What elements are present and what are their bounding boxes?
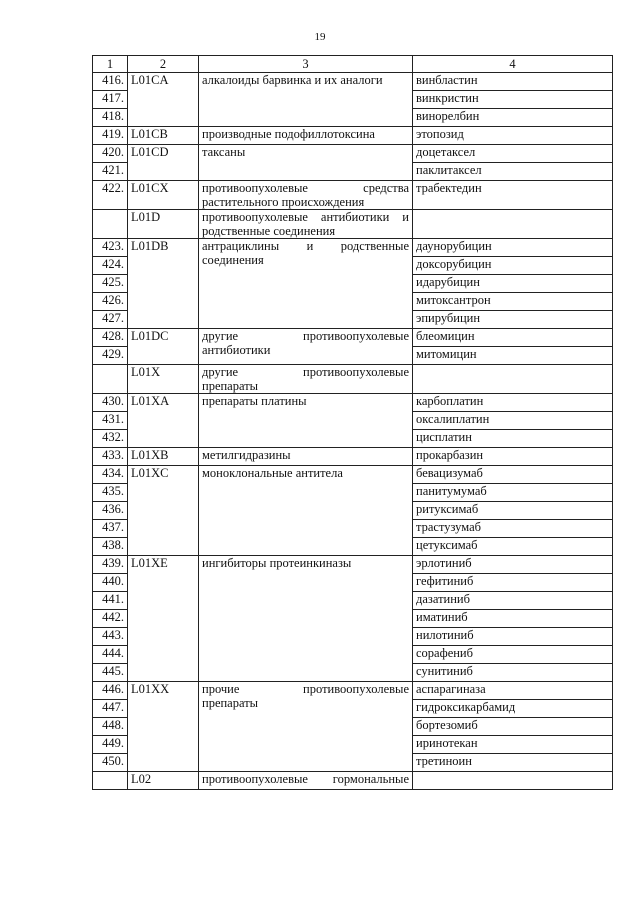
drug-name: иринотекан [413, 736, 613, 754]
atc-code: L01XC [128, 466, 199, 556]
row-number: 447. [93, 700, 128, 718]
drug-name: цисплатин [413, 430, 613, 448]
drug-name: дазатиниб [413, 592, 613, 610]
drug-name: сунитиниб [413, 664, 613, 682]
description-line: родственные соединения [202, 224, 336, 238]
row-number: 445. [93, 664, 128, 682]
description-line: противоопухолевые средства [202, 181, 409, 195]
group-description: таксаны [199, 145, 413, 181]
drug-name: винорелбин [413, 109, 613, 127]
column-1-header: 1 [93, 56, 128, 73]
row-number: 427. [93, 311, 128, 329]
drug-name: бевацизумаб [413, 466, 613, 484]
description-line: препараты [202, 696, 259, 710]
drug-name: блеомицин [413, 329, 613, 347]
group-description [199, 329, 413, 365]
atc-code: L01CA [128, 73, 199, 127]
description-line: другие противоопухолевые [202, 365, 409, 379]
column-number-header-row [93, 56, 613, 73]
description-line: растительного происхождения [202, 195, 365, 209]
row-number: 424. [93, 257, 128, 275]
atc-code: L01DC [128, 329, 199, 365]
atc-code: L01XE [128, 556, 199, 682]
row-number: 436. [93, 502, 128, 520]
drug-name [413, 772, 613, 790]
row-number: 446. [93, 682, 128, 700]
row-number: 419. [93, 127, 128, 145]
description-line: препараты [202, 379, 259, 393]
table-row [93, 682, 613, 700]
row-number: 418. [93, 109, 128, 127]
description-line: соединения [202, 253, 264, 267]
description-line: антибиотики [202, 343, 271, 357]
drug-name: трастузумаб [413, 520, 613, 538]
row-number: 434. [93, 466, 128, 484]
drug-name: трабектедин [413, 181, 613, 210]
drug-name: нилотиниб [413, 628, 613, 646]
table-row [93, 127, 613, 145]
row-number: 441. [93, 592, 128, 610]
row-number: 421. [93, 163, 128, 181]
drug-name: митоксантрон [413, 293, 613, 311]
drug-name: доцетаксел [413, 145, 613, 163]
table-row [93, 466, 613, 484]
drug-name [413, 210, 613, 239]
drug-name: бортезомиб [413, 718, 613, 736]
table-row [93, 181, 613, 210]
row-number: 444. [93, 646, 128, 664]
drug-name [413, 365, 613, 394]
group-description: алкалоиды барвинка и их аналоги [199, 73, 413, 127]
atc-code: L01CD [128, 145, 199, 181]
row-number: 442. [93, 610, 128, 628]
row-number: 430. [93, 394, 128, 412]
group-description: препараты платины [199, 394, 413, 448]
row-number: 416. [93, 73, 128, 91]
group-description: ингибиторы протеинкиназы [199, 556, 413, 682]
row-number: 429. [93, 347, 128, 365]
atc-code: L01XB [128, 448, 199, 466]
drug-name: иматиниб [413, 610, 613, 628]
drug-name: гидроксикарбамид [413, 700, 613, 718]
table-row [93, 772, 613, 790]
column-4-header: 4 [413, 56, 613, 73]
row-number: 426. [93, 293, 128, 311]
drug-name: гефитиниб [413, 574, 613, 592]
row-number: 440. [93, 574, 128, 592]
drug-list-table [92, 55, 613, 790]
group-description [199, 181, 413, 210]
column-3-header: 3 [199, 56, 413, 73]
table-row [93, 329, 613, 347]
atc-code: L01XA [128, 394, 199, 448]
column-2-header: 2 [128, 56, 199, 73]
drug-name: карбоплатин [413, 394, 613, 412]
table-row [93, 239, 613, 257]
group-description [199, 365, 413, 394]
drug-name: паклитаксел [413, 163, 613, 181]
row-number: 438. [93, 538, 128, 556]
description-line: прочие противоопухолевые [202, 682, 409, 696]
drug-name: прокарбазин [413, 448, 613, 466]
atc-code: L01D [128, 210, 199, 239]
atc-code: L01CX [128, 181, 199, 210]
row-number [93, 772, 128, 790]
description-line: антрациклины и родственные [202, 239, 409, 253]
row-number: 425. [93, 275, 128, 293]
drug-name: винкристин [413, 91, 613, 109]
drug-name: эпирубицин [413, 311, 613, 329]
drug-name: третиноин [413, 754, 613, 772]
table-row [93, 556, 613, 574]
drug-name: доксорубицин [413, 257, 613, 275]
drug-name: даунорубицин [413, 239, 613, 257]
group-description [199, 210, 413, 239]
row-number: 422. [93, 181, 128, 210]
drug-name: панитумумаб [413, 484, 613, 502]
group-description [199, 239, 413, 329]
row-number: 417. [93, 91, 128, 109]
row-number: 423. [93, 239, 128, 257]
row-number: 432. [93, 430, 128, 448]
page-number: 19 [314, 31, 326, 43]
atc-code: L01X [128, 365, 199, 394]
row-number: 435. [93, 484, 128, 502]
atc-code: L01CB [128, 127, 199, 145]
atc-code: L02 [128, 772, 199, 790]
row-number: 420. [93, 145, 128, 163]
row-number: 439. [93, 556, 128, 574]
row-number [93, 365, 128, 394]
drug-name: цетуксимаб [413, 538, 613, 556]
description-line: противоопухолевые антибиотики и [202, 210, 409, 224]
drug-name: ритуксимаб [413, 502, 613, 520]
atc-code: L01DB [128, 239, 199, 329]
atc-code: L01XX [128, 682, 199, 772]
row-number: 428. [93, 329, 128, 347]
drug-name: аспарагиназа [413, 682, 613, 700]
table-row [93, 145, 613, 163]
group-description [199, 682, 413, 772]
drug-name: винбластин [413, 73, 613, 91]
row-number: 450. [93, 754, 128, 772]
table-row [93, 210, 613, 239]
table-row [93, 365, 613, 394]
row-number: 431. [93, 412, 128, 430]
row-number [93, 210, 128, 239]
row-number: 448. [93, 718, 128, 736]
drug-name: митомицин [413, 347, 613, 365]
table-row [93, 394, 613, 412]
drug-name: эрлотиниб [413, 556, 613, 574]
drug-name: оксалиплатин [413, 412, 613, 430]
table-row [93, 448, 613, 466]
description-line: другие противоопухолевые [202, 329, 409, 343]
row-number: 449. [93, 736, 128, 754]
group-description: метилгидразины [199, 448, 413, 466]
group-description: моноклональные антитела [199, 466, 413, 556]
group-description: производные подофиллотоксина [199, 127, 413, 145]
drug-name: идарубицин [413, 275, 613, 293]
drug-name: сорафениб [413, 646, 613, 664]
row-number: 433. [93, 448, 128, 466]
drug-name: этопозид [413, 127, 613, 145]
row-number: 443. [93, 628, 128, 646]
table-row [93, 73, 613, 91]
group-description: противоопухолевые гормональные [199, 772, 413, 790]
row-number: 437. [93, 520, 128, 538]
